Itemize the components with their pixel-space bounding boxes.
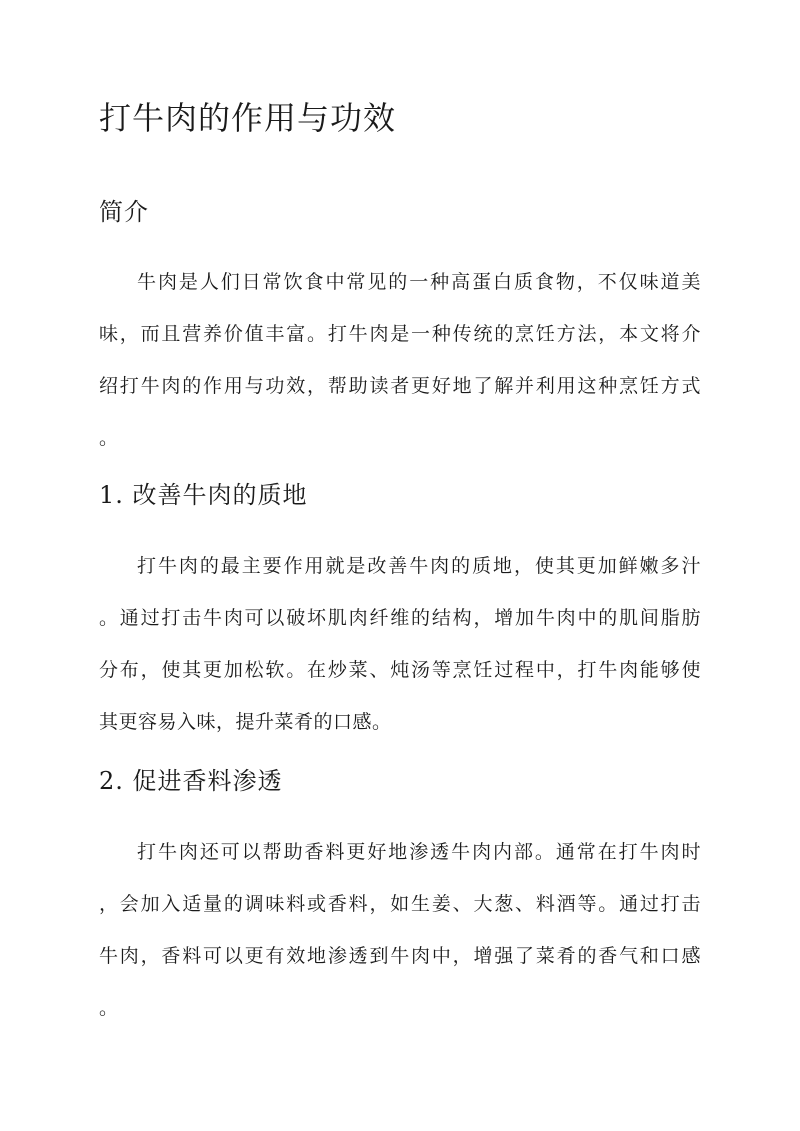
paragraph-line: 味，而且营养价值丰富。打牛肉是一种传统的烹饪方法，本文将介 — [99, 323, 701, 345]
section-heading-intro: 简介 — [99, 198, 149, 226]
document-title: 打牛肉的作用与功效 — [99, 99, 397, 137]
paragraph-line: 分布，使其更加松软。在炒菜、炖汤等烹饪过程中，打牛肉能够使 — [99, 659, 701, 681]
paragraph-line: 牛肉，香料可以更有效地渗透到牛肉中，增强了菜肴的香气和口感 — [99, 945, 701, 967]
paragraph-line: 打牛肉还可以帮助香料更好地渗透牛肉内部。通常在打牛肉时 — [137, 841, 701, 863]
paragraph-line: 。通过打击牛肉可以破坏肌肉纤维的结构，增加牛肉中的肌间脂肪 — [99, 607, 701, 629]
section-heading-spices: 2. 促进香料渗透 — [99, 767, 283, 795]
section-paragraph-texture — [99, 540, 701, 748]
section-paragraph-spices — [99, 826, 701, 1034]
paragraph-line: ，会加入适量的调味料或香料，如生姜、大葱、料酒等。通过打击 — [99, 893, 701, 915]
paragraph-line: 其更容易入味，提升菜肴的口感。 — [99, 711, 392, 733]
paragraph-line: 。 — [99, 997, 119, 1019]
section-heading-texture: 1. 改善牛肉的质地 — [99, 481, 308, 509]
paragraph-line: 。 — [99, 427, 119, 449]
paragraph-line: 打牛肉的最主要作用就是改善牛肉的质地，使其更加鲜嫩多汁 — [137, 555, 701, 577]
paragraph-line: 绍打牛肉的作用与功效，帮助读者更好地了解并利用这种烹饪方式 — [99, 375, 701, 397]
section-paragraph-intro — [99, 256, 701, 464]
paragraph-line: 牛肉是人们日常饮食中常见的一种高蛋白质食物，不仅味道美 — [137, 271, 701, 293]
